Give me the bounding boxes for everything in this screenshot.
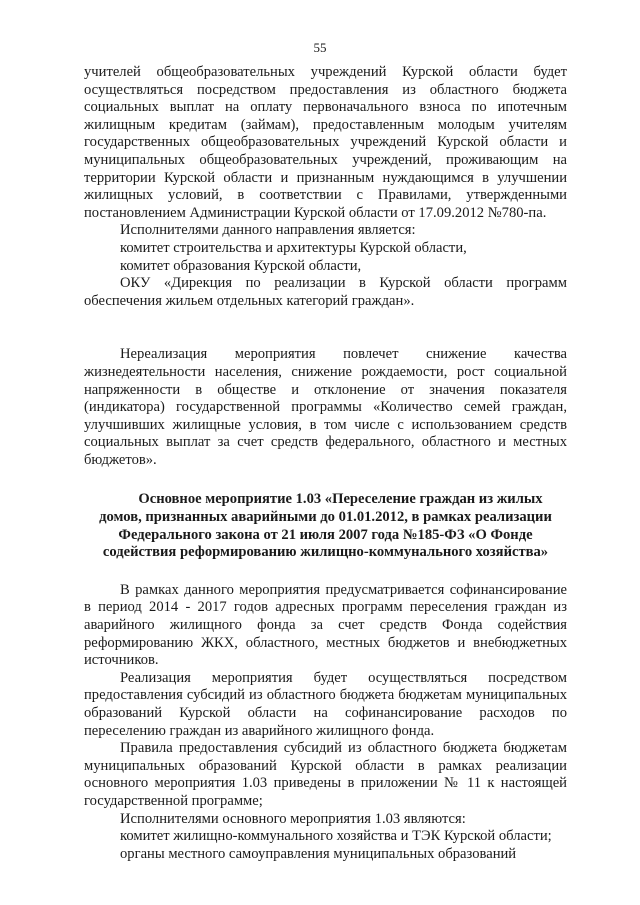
paragraph: Правила предоставления субсидий из областного бюджета бюджетам муниципальных образований Курской области в рамках реализации основного мероприятия 1.03 приведены в приложении № 11 к настоящей государственной программе; [84, 740, 567, 809]
spacer [84, 310, 567, 346]
paragraph: Исполнителями основного мероприятия 1.03 являются: [120, 810, 466, 827]
spacer [84, 562, 567, 582]
paragraph: Исполнителями данного направления является: [120, 222, 416, 239]
paragraph: В рамках данного мероприятия предусматривается софинансирование в период 2014 - 2017 годов адресных программ переселения граждан из аварийного жилищного фонда за счет средств Фонда содействия реформированию ЖКХ, областного, местных бюджетов и внебюджетных источников. [84, 581, 567, 669]
paragraph: Реализация мероприятия будет осуществляться посредством предоставления субсидий из областного бюджета бюджетам муниципальных образований Курской области на софинансирование расходов по переселению граждан из аварийного жилищного фонда. [84, 669, 567, 739]
list-item: комитет строительства и архитектуры Курской области, [120, 239, 467, 256]
paragraph: органы местного самоуправления муниципальных образований [120, 845, 517, 862]
section-heading: Основное мероприятие 1.03 «Переселение граждан из жилых домов, признанных аварийными до 01.01.2012, в рамках реализации Федерального закона от 21 июля 2007 года №185-ФЗ «О Фонде содействия реформированию жилищно-коммунального хозяйства» [99, 491, 552, 561]
page-content [84, 64, 567, 863]
list-item: ОКУ «Дирекция по реализации в Курской области программ обеспечения жильем отдельных категорий граждан». [84, 275, 567, 309]
paragraph: Нереализация мероприятия повлечет снижение качества жизнедеятельности населения, снижение рождаемости, рост социальной напряженности в обществе и отклонение от значения показателя (индикатора) государственной программы «Количество семей граждан, улучшивших жилищные условия, в том числе с использованием средств социальных выплат за счет средств федерального, областного и местных бюджетов». [84, 346, 567, 468]
paragraph: учителей общеобразовательных учреждений Курской области будет осуществляться посредством предоставления из областного бюджета социальных выплат на оплату первоначального взноса по ипотечным жилищным кредитам (займам), предоставленным молодым учителям государственных общеобразовательных учреждений Курской области и муниципальных общеобразовательных учреждений, проживающим на территории Курской области и признанным нуждающимся в улучшении жилищных условий, в соответствии с Правилами, утвержденными постановлением Администрации Курской области от 17.09.2012 №780-па. [84, 64, 567, 221]
spacer [84, 469, 567, 491]
paragraph: комитет жилищно-коммунального хозяйства и ТЭК Курской области; [120, 828, 552, 845]
page-number: 55 [313, 40, 327, 55]
list-item: комитет образования Курской области, [120, 257, 362, 274]
